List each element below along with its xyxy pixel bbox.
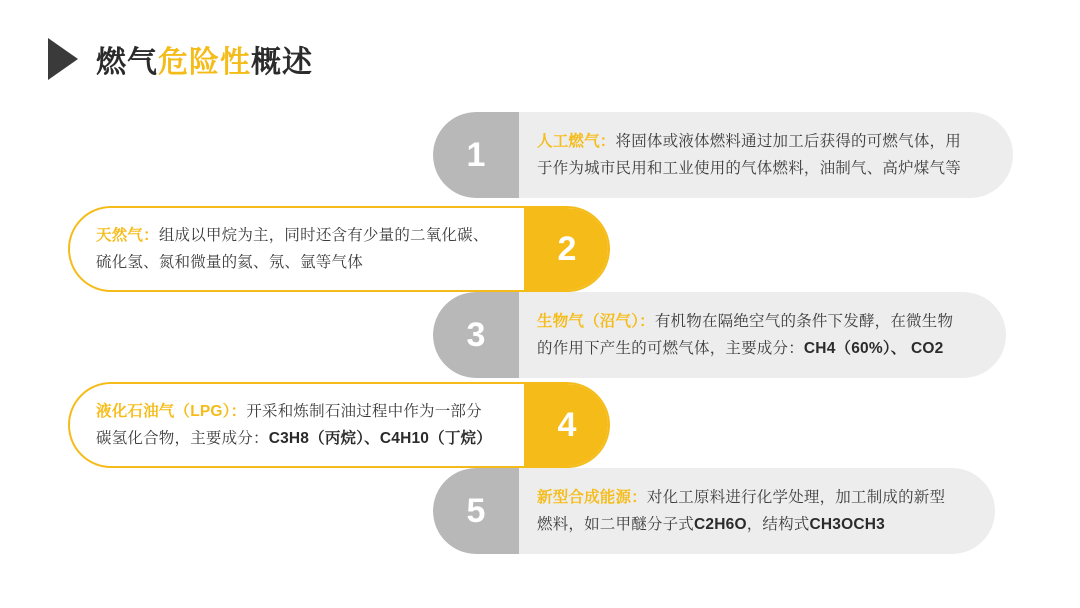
row-keyword: 天然气： xyxy=(96,227,159,244)
row-line2-mid: ，结构式 xyxy=(746,516,810,533)
row-keyword: 人工燃气： xyxy=(537,133,616,150)
row-line1: 有机物在隔绝空气的条件下发酵，在微生物 xyxy=(654,313,954,330)
page-title xyxy=(48,36,313,82)
row-line2-prefix: 的作用下产生的可燃气体，主要成分： xyxy=(537,340,804,357)
row-line2-formula: C2H6O xyxy=(694,516,747,533)
list-item[interactable] xyxy=(433,292,1006,378)
list-item[interactable] xyxy=(68,206,610,292)
row-line1: 将固体或液体燃料通过加工后获得的可燃气体，用 xyxy=(615,133,961,150)
row-body xyxy=(519,112,1013,198)
row-text xyxy=(537,128,961,182)
row-line1: 开采和炼制石油过程中作为一部分 xyxy=(246,403,482,420)
row-number-badge: 3 xyxy=(433,292,519,378)
row-line2-prefix: 碳氢化合物，主要成分： xyxy=(96,430,269,447)
row-pill xyxy=(433,292,1006,378)
row-text xyxy=(96,398,492,452)
row-line1: 组成以甲烷为主，同时还含有少量的二氧化碳、 xyxy=(158,227,489,244)
title-text xyxy=(96,37,313,81)
row-number-badge: 4 xyxy=(524,382,610,468)
row-number-badge: 2 xyxy=(524,206,610,292)
title-highlight: 危险性 xyxy=(158,46,251,79)
row-body xyxy=(70,384,524,466)
row-line2: 硫化氢、氮和微量的氦、氖、氩等气体 xyxy=(96,254,363,271)
row-keyword: 液化石油气（LPG）： xyxy=(96,403,247,420)
title-prefix: 燃气 xyxy=(96,46,158,79)
row-body xyxy=(519,468,995,554)
row-pill xyxy=(68,382,610,468)
row-pill xyxy=(68,206,610,292)
triangle-right-icon xyxy=(48,38,78,80)
row-body xyxy=(519,292,1006,378)
list-item[interactable] xyxy=(433,112,1013,198)
row-number-badge: 5 xyxy=(433,468,519,554)
list-item[interactable] xyxy=(433,468,995,554)
row-line1: 对化工原料进行化学处理，加工制成的新型 xyxy=(646,489,946,506)
row-text xyxy=(96,222,489,276)
row-pill xyxy=(433,468,995,554)
row-keyword: 新型合成能源： xyxy=(537,489,647,506)
row-number-badge: 1 xyxy=(433,112,519,198)
row-line2-formula: CH4（60%）、 CO2 xyxy=(803,340,944,357)
row-body xyxy=(70,208,524,290)
title-suffix: 概述 xyxy=(251,46,313,79)
row-line2-formula: C3H8（丙烷）、C4H10（丁烷） xyxy=(268,430,492,447)
row-keyword: 生物气（沼气）： xyxy=(537,313,655,330)
list-item[interactable] xyxy=(68,382,610,468)
row-text xyxy=(537,308,953,362)
row-text xyxy=(537,484,945,538)
row-line2-formula-2: CH3OCH3 xyxy=(809,516,885,533)
row-pill xyxy=(433,112,1013,198)
row-line2: 于作为城市民用和工业使用的气体燃料，油制气、高炉煤气等 xyxy=(537,160,961,177)
row-line2-prefix: 燃料，如二甲醚分子式 xyxy=(537,516,695,533)
